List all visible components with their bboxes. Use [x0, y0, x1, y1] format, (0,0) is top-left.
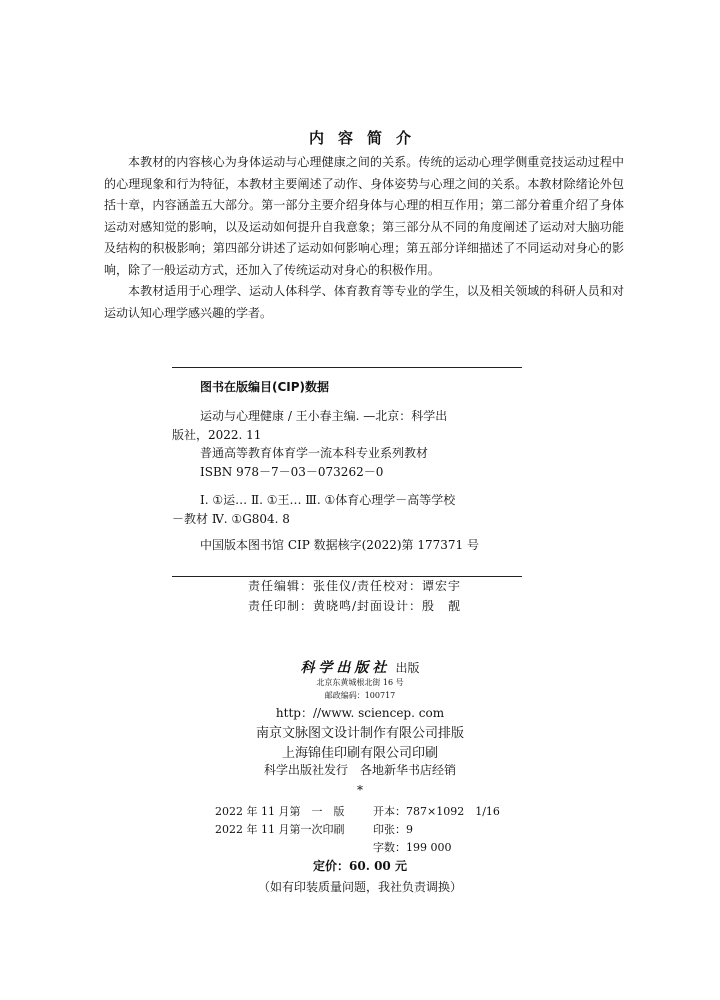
summary-title: 内容简介 — [308, 129, 425, 147]
word-count: 字数：199 000 — [373, 841, 452, 854]
price: 定价：60. 00 元 — [313, 859, 407, 873]
publisher-line — [0, 657, 720, 677]
publisher-suffix: 出版 — [395, 661, 420, 675]
publisher-logo-text: 科学出版社 — [300, 660, 391, 676]
cip-isbn-line: ISBN 978－7－03－073262－0 — [200, 464, 384, 479]
print-specs — [215, 803, 500, 857]
sheets-info: 印张：9 — [373, 823, 413, 836]
separator-asterisk: * — [357, 783, 363, 797]
typesetter-line: 南京文脉图文设计制作有限公司排版 — [255, 726, 464, 741]
summary-body — [104, 152, 624, 324]
distribution-line: 科学出版社发行 各地新华书店经销 — [263, 763, 456, 777]
summary-paragraph: 本教材适用于心理学、运动人体科学、体育教育等专业的学生，以及相关领域的科研人员和对运动认知心理学感兴趣的学者。 — [104, 284, 624, 320]
cip-classification-line: Ⅰ. ①运… Ⅱ. ①王… Ⅲ. ①体育心理学－高等学校 — [200, 493, 456, 507]
printing-info: 2022 年 11 月第一次印刷 — [215, 823, 345, 836]
editor-line: 责任编辑：张佳仪/责任校对：谭宏宇 — [248, 579, 462, 593]
publisher-postcode: 邮政编码：100717 — [324, 691, 396, 700]
publisher-address: 北京东黄城根北街 16 号 — [316, 678, 404, 687]
cip-title-line: 运动与心理健康 / 王小春主编. —北京：科学出 — [200, 409, 448, 423]
summary-paragraph: 本教材的内容核心为身体运动与心理健康之间的关系。传统的运动心理学侧重竞技运动过程中的心理现象和行为特征，本教材主要阐述了动作、身体姿势与心理之间的关系。本教材除绪论外包括十章，内容涵盖五大部分。第一部分主要介绍身体与心理的相互作用；第二部分着重介绍了身体运动对感知觉的影响，以及运动如何提升自我意象；第三部分从不同的角度阐述了运动对大脑功能及结构的积极影响；第四部分讲述了运动如何影响心理；第五部分详细描述了不同运动对身心的影响，除了一般运动方式，还加入了传统运动对身心的积极作用。 — [104, 155, 624, 277]
format-info: 开本：787×1092 1/16 — [373, 805, 500, 818]
editor-credits — [248, 576, 461, 616]
printer-line: 上海锦佳印刷有限公司印刷 — [281, 746, 438, 761]
cip-series-line: 普通高等教育体育学一流本科专业系列教材 — [200, 446, 429, 460]
cip-heading: 图书在版编目(CIP)数据 — [200, 380, 330, 394]
edition-info: 2022 年 11 月第 一 版 — [215, 805, 345, 818]
cip-classification-cont: －教材 Ⅳ. ①G804. 8 — [172, 511, 290, 526]
cip-record-number: 中国版本图书馆 CIP 数据核字(2022)第 177371 号 — [200, 538, 479, 552]
publisher-url: http：//www. sciencep. com — [275, 706, 445, 720]
editor-line: 责任印制：黄晓鸣/封面设计：殷 靓 — [248, 599, 462, 613]
quality-note: （如有印装质量问题，我社负责调换） — [257, 880, 462, 894]
cip-publisher-line: 版社，2022. 11 — [172, 427, 262, 442]
cip-block — [172, 367, 522, 577]
